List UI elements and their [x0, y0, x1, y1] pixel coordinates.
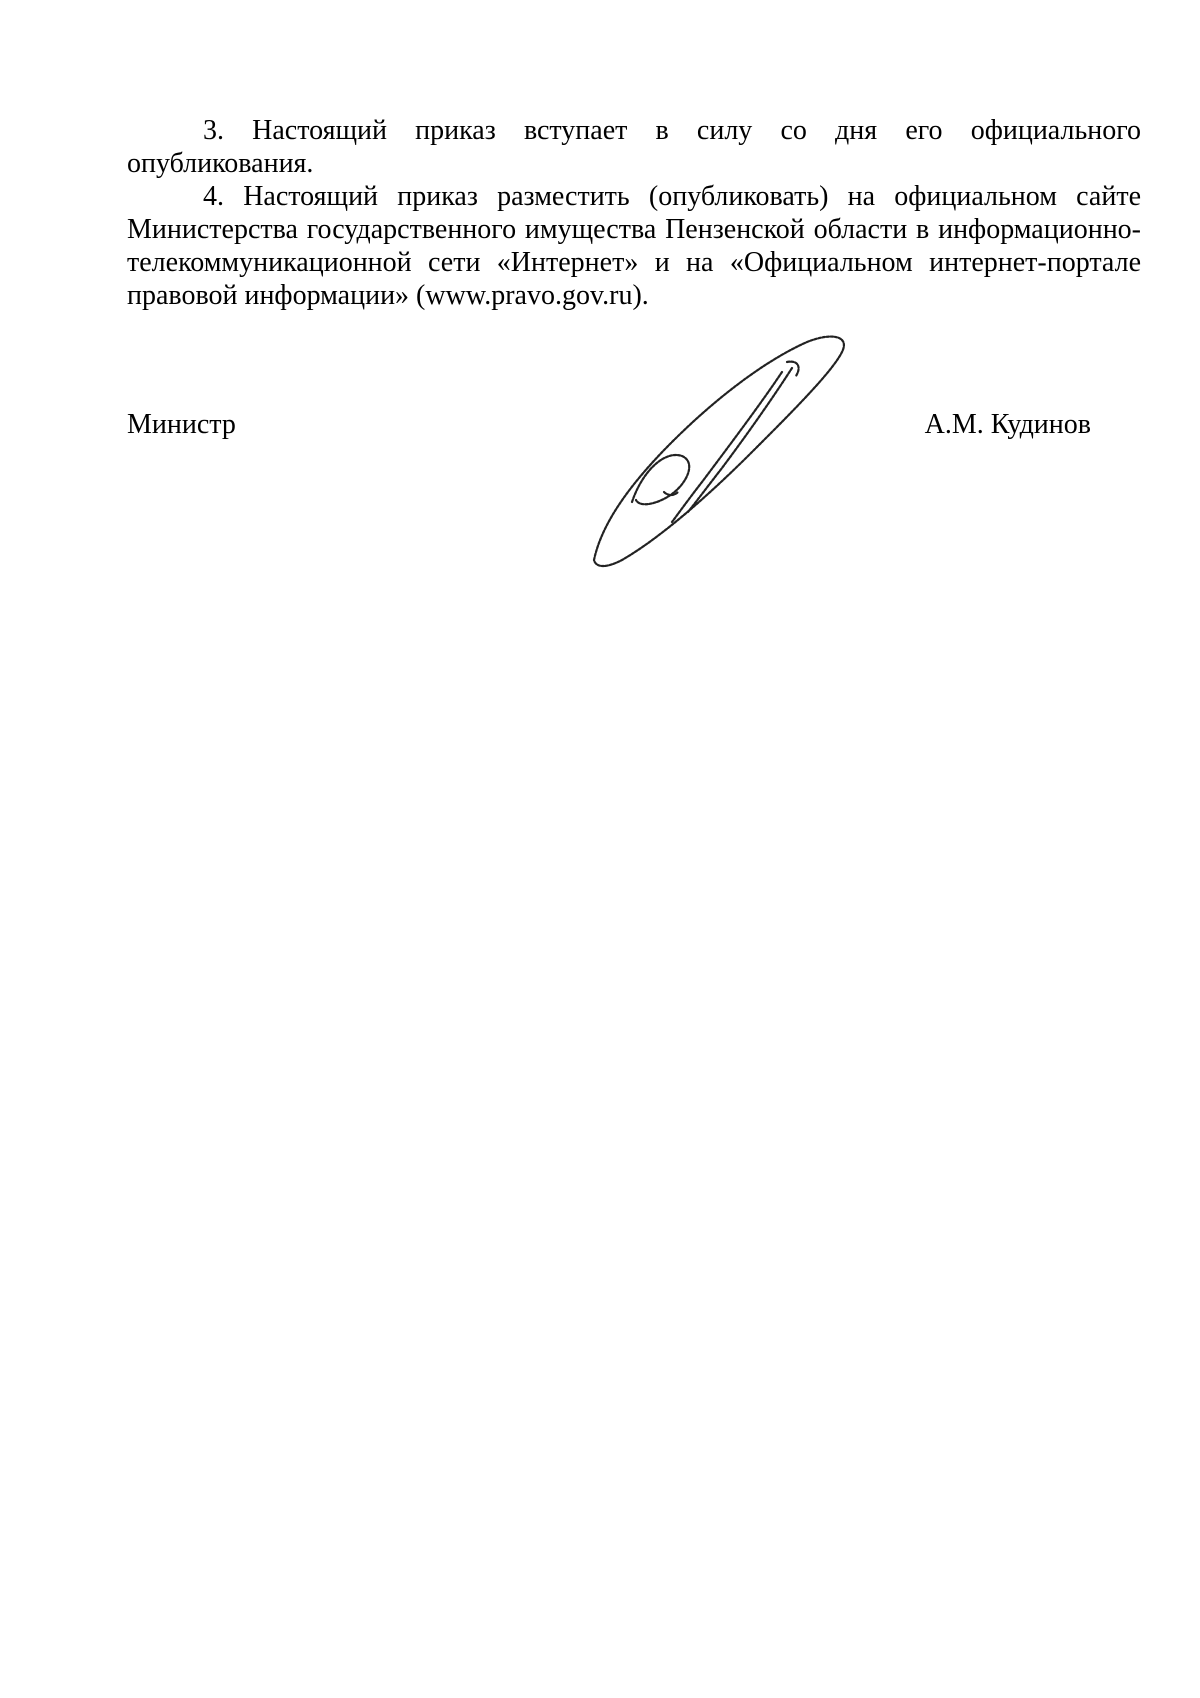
paragraph-3: 3. Настоящий приказ вступает в силу со дня его официального опубликования.	[127, 115, 1141, 179]
signatory-title: Министр	[127, 409, 236, 440]
paragraph-4: 4. Настоящий приказ разместить (опубликовать) на официальном сайте Министерства государственного имущества Пензенской области в информационно-телекоммуникационной сети «Интернет» и на «Официальном интернет-портале правовой информации» (www.pravo.gov.ru).	[127, 181, 1141, 311]
handwritten-signature	[592, 332, 854, 572]
signatory-name: А.М. Кудинов	[924, 409, 1091, 440]
document-body	[127, 114, 1141, 312]
